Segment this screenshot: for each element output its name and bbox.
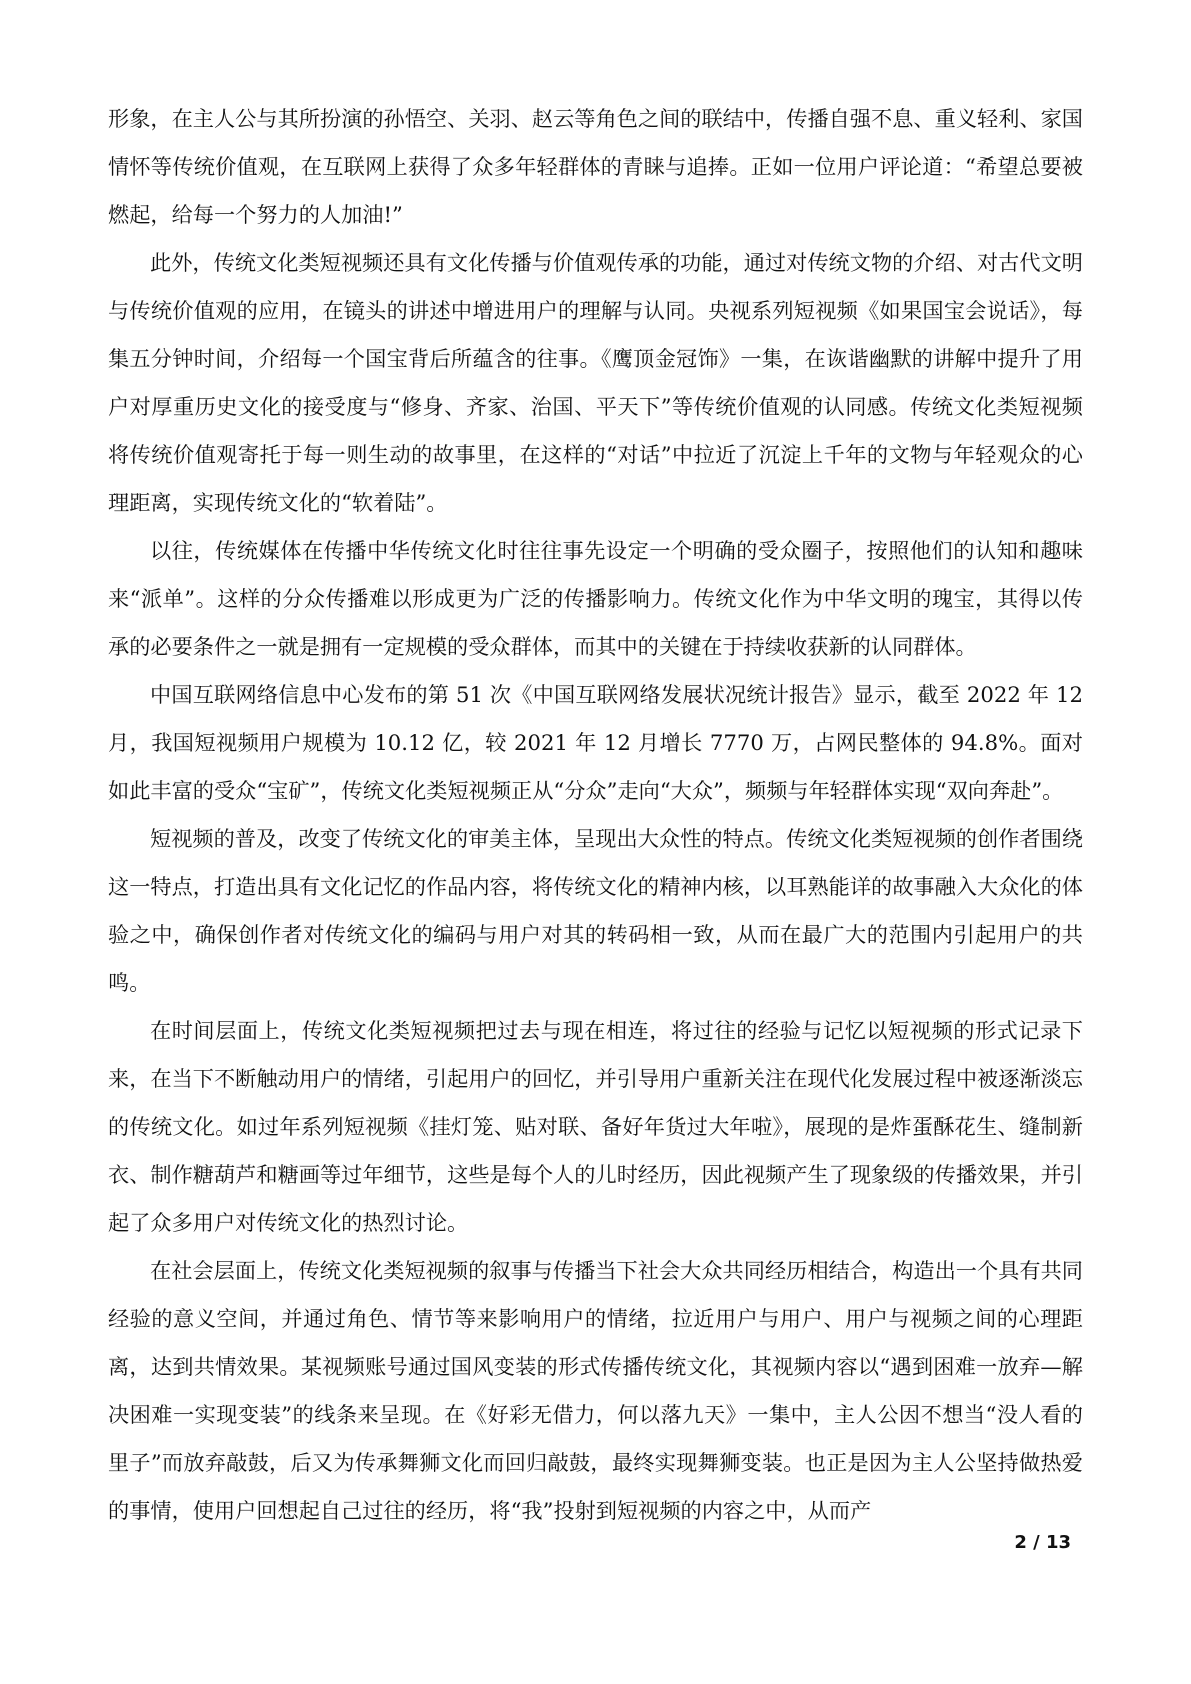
document-body (108, 95, 1083, 1535)
page-number: 2 / 13 (1014, 1532, 1071, 1553)
paragraph-3: 以往，传统媒体在传播中华传统文化时往往事先设定一个明确的受众圈子，按照他们的认知和趣味来“派单”。这样的分众传播难以形成更为广泛的传播影响力。传统文化作为中华文明的瑰宝，其得以传承的必要条件之一就是拥有一定规模的受众群体，而其中的关键在于持续收获新的认同群体。 (108, 538, 1083, 659)
paragraph-2: 此外，传统文化类短视频还具有文化传播与价值观传承的功能，通过对传统文物的介绍、对古代文明与传统价值观的应用，在镜头的讲述中增进用户的理解与认同。央视系列短视频《如果国宝会说话》，每集五分钟时间，介绍每一个国宝背后所蕴含的往事。《鹰顶金冠饰》一集，在诙谐幽默的讲解中提升了用户对厚重历史文化的接受度与“修身、齐家、治国、平天下”等传统价值观的认同感。传统文化类短视频将传统价值观寄托于每一则生动的故事里，在这样的“对话”中拉近了沉淀上千年的文物与年轻观众的心理距离，实现传统文化的“软着陆”。 (108, 250, 1083, 515)
paragraph-4: 中国互联网络信息中心发布的第 51 次《中国互联网络发展状况统计报告》显示，截至 2022 年 12 月，我国短视频用户规模为 10.12 亿，较 2021 年 12 月增长 7770 万，占网民整体的 94.8%。面对如此丰富的受众“宝矿”，传统文化类短视频正从“分众”走向“大众”，频频与年轻群体实现“双向奔赴”。 (108, 682, 1083, 803)
paragraph-7: 在社会层面上，传统文化类短视频的叙事与传播当下社会大众共同经历相结合，构造出一个具有共同经验的意义空间，并通过角色、情节等来影响用户的情绪，拉近用户与用户、用户与视频之间的心理距离，达到共情效果。某视频账号通过国风变装的形式传播传统文化，其视频内容以“遇到困难一放弃—解决困难一实现变装”的线条来呈现。在《好彩无借力，何以落九天》一集中，主人公因不想当“没人看的里子”而放弃敲鼓，后又为传承舞狮文化而回归敲鼓，最终实现舞狮变装。也正是因为主人公坚持做热爱的事情，使用户回想起自己过往的经历，将“我”投射到短视频的内容之中，从而产 (108, 1258, 1083, 1523)
paragraph-6: 在时间层面上，传统文化类短视频把过去与现在相连，将过往的经验与记忆以短视频的形式记录下来，在当下不断触动用户的情绪，引起用户的回忆，并引导用户重新关注在现代化发展过程中被逐渐淡忘的传统文化。如过年系列短视频《挂灯笼、贴对联、备好年货过大年啦》，展现的是炸蛋酥花生、缝制新衣、制作糖葫芦和糖画等过年细节，这些是每个人的儿时经历，因此视频产生了现象级的传播效果，并引起了众多用户对传统文化的热烈讨论。 (108, 1018, 1083, 1235)
paragraph-1: 形象，在主人公与其所扮演的孙悟空、关羽、赵云等角色之间的联结中，传播自强不息、重义轻利、家国情怀等传统价值观，在互联网上获得了众多年轻群体的青睐与追捧。正如一位用户评论道：“希望总要被燃起，给每一个努力的人加油!” (108, 106, 1083, 227)
paragraph-5: 短视频的普及，改变了传统文化的审美主体，呈现出大众性的特点。传统文化类短视频的创作者围绕这一特点，打造出具有文化记忆的作品内容，将传统文化的精神内核，以耳熟能详的故事融入大众化的体验之中，确保创作者对传统文化的编码与用户对其的转码相一致，从而在最广大的范围内引起用户的共鸣。 (108, 826, 1083, 995)
